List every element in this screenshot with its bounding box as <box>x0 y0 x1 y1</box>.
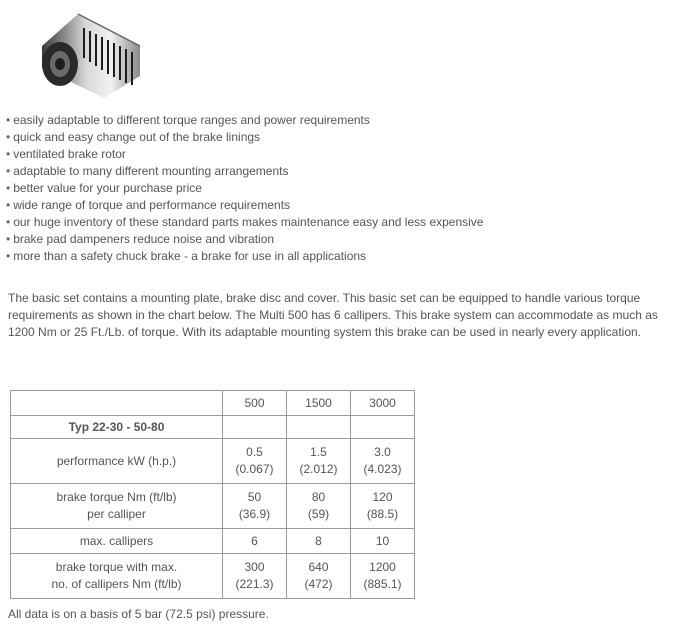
value-cell <box>351 554 415 599</box>
feature-item: • easily adaptable to different torque ranges and power requirements <box>6 112 483 129</box>
value-cell <box>287 484 351 529</box>
value-secondary: (472) <box>304 577 333 591</box>
value-primary: 1200 <box>369 560 396 574</box>
value-cell <box>223 439 287 484</box>
row-label-cell <box>11 529 223 554</box>
row-label: performance kW (h.p.) <box>56 453 177 468</box>
brake-product-image <box>28 6 148 101</box>
table-row <box>11 484 415 529</box>
feature-item: • wide range of torque and performance requirements <box>6 197 483 214</box>
row-label-cell <box>11 439 223 484</box>
table-type-row <box>11 416 415 439</box>
row-label: brake torque Nm (ft/lb) <box>56 490 177 504</box>
value-cell <box>223 554 287 599</box>
table-row <box>11 439 415 484</box>
feature-item: • our huge inventory of these standard parts makes maintenance easy and less expensive <box>6 214 483 231</box>
value-primary: 120 <box>372 490 393 504</box>
value-secondary: (88.5) <box>366 507 399 521</box>
value-primary: 80 <box>311 490 326 504</box>
value-primary: 3.0 <box>374 445 391 459</box>
header-cell: 1500 <box>287 391 351 416</box>
value-cell <box>287 554 351 599</box>
row-label-line2: no. of callipers Nm (ft/lb) <box>51 577 182 591</box>
value-secondary: (885.1) <box>363 577 402 591</box>
value-secondary: (2.012) <box>299 462 338 476</box>
pressure-footnote: All data is on a basis of 5 bar (72.5 psi) pressure. <box>8 607 269 621</box>
feature-item: • brake pad dampeners reduce noise and vibration <box>6 231 483 248</box>
value-primary: 6 <box>251 533 258 548</box>
feature-item: • more than a safety chuck brake - a brake for use in all applications <box>6 248 483 265</box>
value-primary: 8 <box>315 533 322 548</box>
table-row <box>11 529 415 554</box>
type-label-cell: Typ 22-30 - 50-80 <box>11 416 223 439</box>
value-primary: 0.5 <box>246 445 263 459</box>
value-secondary: (36.9) <box>238 507 271 521</box>
table-header-row <box>11 391 415 416</box>
empty-cell <box>287 416 351 439</box>
value-cell <box>351 439 415 484</box>
feature-item: • adaptable to many different mounting arrangements <box>6 163 483 180</box>
value-primary: 640 <box>308 560 329 574</box>
value-primary: 10 <box>375 533 390 548</box>
row-label-line2: per calliper <box>87 507 146 521</box>
value-secondary: (0.067) <box>235 462 274 476</box>
header-cell: 500 <box>223 391 287 416</box>
value-cell <box>351 484 415 529</box>
value-primary: 300 <box>244 560 265 574</box>
value-secondary: (221.3) <box>235 577 274 591</box>
value-cell <box>223 529 287 554</box>
row-label-cell <box>11 484 223 529</box>
row-label-cell <box>11 554 223 599</box>
empty-cell <box>223 416 287 439</box>
value-secondary: (59) <box>307 507 330 521</box>
empty-cell <box>351 416 415 439</box>
row-label: max. callipers <box>79 533 154 548</box>
feature-item: • better value for your purchase price <box>6 180 483 197</box>
value-primary: 50 <box>247 490 262 504</box>
value-cell <box>287 529 351 554</box>
value-primary: 1.5 <box>310 445 327 459</box>
table-row <box>11 554 415 599</box>
row-label: brake torque with max. <box>55 560 178 574</box>
feature-item: • quick and easy change out of the brake linings <box>6 129 483 146</box>
value-cell <box>351 529 415 554</box>
feature-list <box>6 112 483 265</box>
value-secondary: (4.023) <box>363 462 402 476</box>
spec-table <box>10 390 415 599</box>
value-cell <box>223 484 287 529</box>
header-cell: 3000 <box>351 391 415 416</box>
header-empty-cell <box>11 391 223 416</box>
feature-item: • ventilated brake rotor <box>6 146 483 163</box>
intro-paragraph: The basic set contains a mounting plate, brake disc and cover. This basic set can be equipped to handle various torque requirements as shown in the chart below. The Multi 500 has 6 callipers. This brake system can accommodate as much as 1200 Nm or 25 Ft./Lb. of torque. With its adaptable mounting system this brake can be used in nearly every application. <box>8 291 658 339</box>
value-cell <box>287 439 351 484</box>
